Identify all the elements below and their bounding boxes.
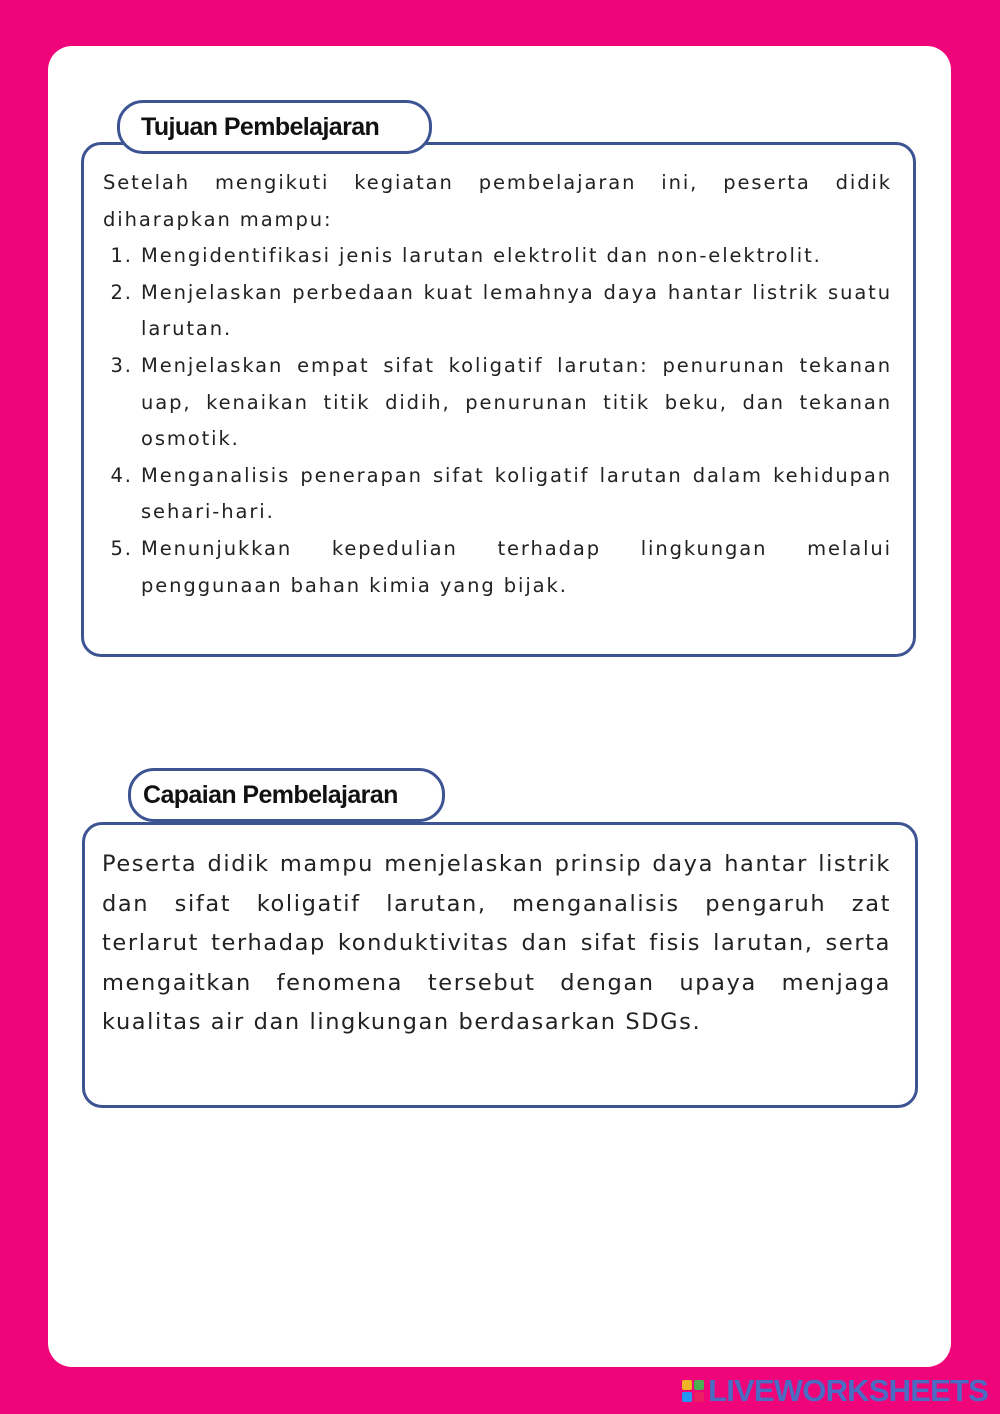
tujuan-title: Tujuan Pembelajaran xyxy=(117,100,432,154)
list-item: 4. Menganalisis penerapan sifat koligatif larutan dalam kehidupan sehari-hari. xyxy=(141,458,892,531)
tujuan-box xyxy=(81,142,916,657)
liveworksheets-logo-icon xyxy=(682,1380,704,1402)
capaian-text: Peserta didik mampu menjelaskan prinsip daya hantar listrik dan sifat koligatif larutan, menganalisis pengaruh zat terlarut terhadap konduktivitas dan sifat fisis larutan, serta mengaitkan fenomena tersebut dengan upaya menjaga kualitas air dan lingkungan berdasarkan SDGs. xyxy=(102,851,891,1036)
list-item: 5. Menunjukkan kepedulian terhadap lingkungan melalui penggunaan bahan kimia yang bijak. xyxy=(141,531,892,604)
tujuan-content xyxy=(103,165,892,604)
capaian-box xyxy=(82,822,918,1108)
list-item: 3. Menjelaskan empat sifat koligatif larutan: penurunan tekanan uap, kenaikan titik didih, penurunan titik beku, dan tekanan osmotik. xyxy=(141,348,892,458)
logo-square xyxy=(694,1380,704,1390)
brand-name: LIVEWORKSHEETS xyxy=(708,1373,988,1408)
logo-square xyxy=(694,1392,704,1402)
list-item: 2. Menjelaskan perbedaan kuat lemahnya daya hantar listrik suatu larutan. xyxy=(141,275,892,348)
list-item: 1. Mengidentifikasi jenis larutan elektrolit dan non-elektrolit. xyxy=(141,238,892,275)
logo-square xyxy=(682,1380,692,1390)
liveworksheets-brand[interactable] xyxy=(682,1373,988,1409)
logo-square xyxy=(682,1392,692,1402)
tujuan-intro: Setelah mengikuti kegiatan pembelajaran ini, peserta didik diharapkan mampu: xyxy=(103,171,892,231)
tujuan-list xyxy=(103,238,892,604)
capaian-title: Capaian Pembelajaran xyxy=(128,768,445,822)
